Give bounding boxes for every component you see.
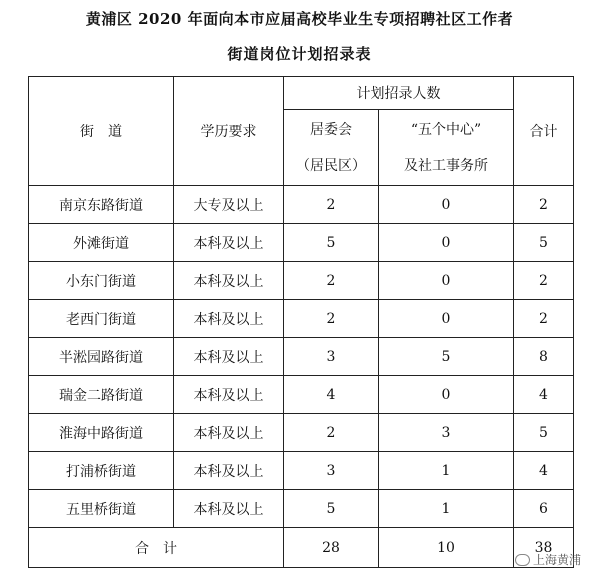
- cell-total: 5: [514, 414, 574, 452]
- header-centers: [379, 110, 514, 186]
- cell-education: 本科及以上: [174, 338, 284, 376]
- cell-street: 半淞园路街道: [29, 338, 174, 376]
- cell-total: 5: [514, 224, 574, 262]
- cell-street: 外滩街道: [29, 224, 174, 262]
- header-centers-line2: 及社工事务所: [404, 157, 488, 174]
- cell-street: 瑞金二路街道: [29, 376, 174, 414]
- cell-centers: 0: [379, 186, 514, 224]
- cell-committee: 3: [284, 452, 379, 490]
- cell-street: 淮海中路街道: [29, 414, 174, 452]
- cell-centers: 0: [379, 376, 514, 414]
- cell-committee: 2: [284, 186, 379, 224]
- cell-education: 本科及以上: [174, 452, 284, 490]
- cell-street: 五里桥街道: [29, 490, 174, 528]
- cell-total: 4: [514, 376, 574, 414]
- header-total: 合计: [514, 77, 574, 186]
- cell-centers: 1: [379, 452, 514, 490]
- cell-street: 打浦桥街道: [29, 452, 174, 490]
- cell-committee: 4: [284, 376, 379, 414]
- cell-education: 本科及以上: [174, 300, 284, 338]
- cell-centers: 0: [379, 300, 514, 338]
- recruitment-plan-table: [28, 76, 574, 568]
- totals-centers: 10: [379, 528, 514, 568]
- cell-committee: 2: [284, 414, 379, 452]
- cell-total: 6: [514, 490, 574, 528]
- header-committee: [284, 110, 379, 186]
- totals-total: 38: [514, 528, 574, 568]
- header-committee-line2: （居民区）: [296, 157, 366, 174]
- header-centers-line1: “五个中心”: [410, 121, 482, 138]
- cell-street: 南京东路街道: [29, 186, 174, 224]
- watermark: [515, 551, 581, 568]
- cell-committee: 5: [284, 224, 379, 262]
- cell-education: 本科及以上: [174, 224, 284, 262]
- cell-street: 小东门街道: [29, 262, 174, 300]
- table-row: [29, 490, 574, 528]
- table-row: [29, 376, 574, 414]
- cell-centers: 0: [379, 224, 514, 262]
- table-row: [29, 338, 574, 376]
- cell-committee: 3: [284, 338, 379, 376]
- cell-street: 老西门街道: [29, 300, 174, 338]
- cell-centers: 3: [379, 414, 514, 452]
- totals-row: [29, 528, 574, 568]
- cell-education: 本科及以上: [174, 490, 284, 528]
- cell-total: 2: [514, 300, 574, 338]
- cell-education: 本科及以上: [174, 376, 284, 414]
- cell-committee: 2: [284, 300, 379, 338]
- table-row: [29, 300, 574, 338]
- cell-centers: 1: [379, 490, 514, 528]
- document-subtitle: 街道岗位计划招录表: [227, 45, 372, 63]
- wechat-icon: [515, 554, 530, 566]
- table-row: [29, 224, 574, 262]
- cell-centers: 5: [379, 338, 514, 376]
- document-title: 黄浦区 2020 年面向本市应届高校毕业生专项招聘社区工作者: [85, 10, 514, 28]
- header-education: 学历要求: [174, 77, 284, 186]
- table-row: [29, 414, 574, 452]
- header-row: [29, 77, 574, 110]
- table-row: [29, 186, 574, 224]
- table-row: [29, 262, 574, 300]
- cell-education: 大专及以上: [174, 186, 284, 224]
- cell-education: 本科及以上: [174, 414, 284, 452]
- totals-committee: 28: [284, 528, 379, 568]
- cell-centers: 0: [379, 262, 514, 300]
- totals-label: 合 计: [29, 528, 284, 568]
- cell-committee: 5: [284, 490, 379, 528]
- header-street: 街 道: [29, 77, 174, 186]
- watermark-text: 上海黄浦: [533, 553, 582, 567]
- cell-total: 2: [514, 262, 574, 300]
- cell-education: 本科及以上: [174, 262, 284, 300]
- cell-total: 2: [514, 186, 574, 224]
- header-plan-group: 计划招录人数: [284, 77, 514, 110]
- table-row: [29, 452, 574, 490]
- cell-total: 8: [514, 338, 574, 376]
- cell-total: 4: [514, 452, 574, 490]
- header-committee-line1: 居委会: [310, 121, 352, 138]
- cell-committee: 2: [284, 262, 379, 300]
